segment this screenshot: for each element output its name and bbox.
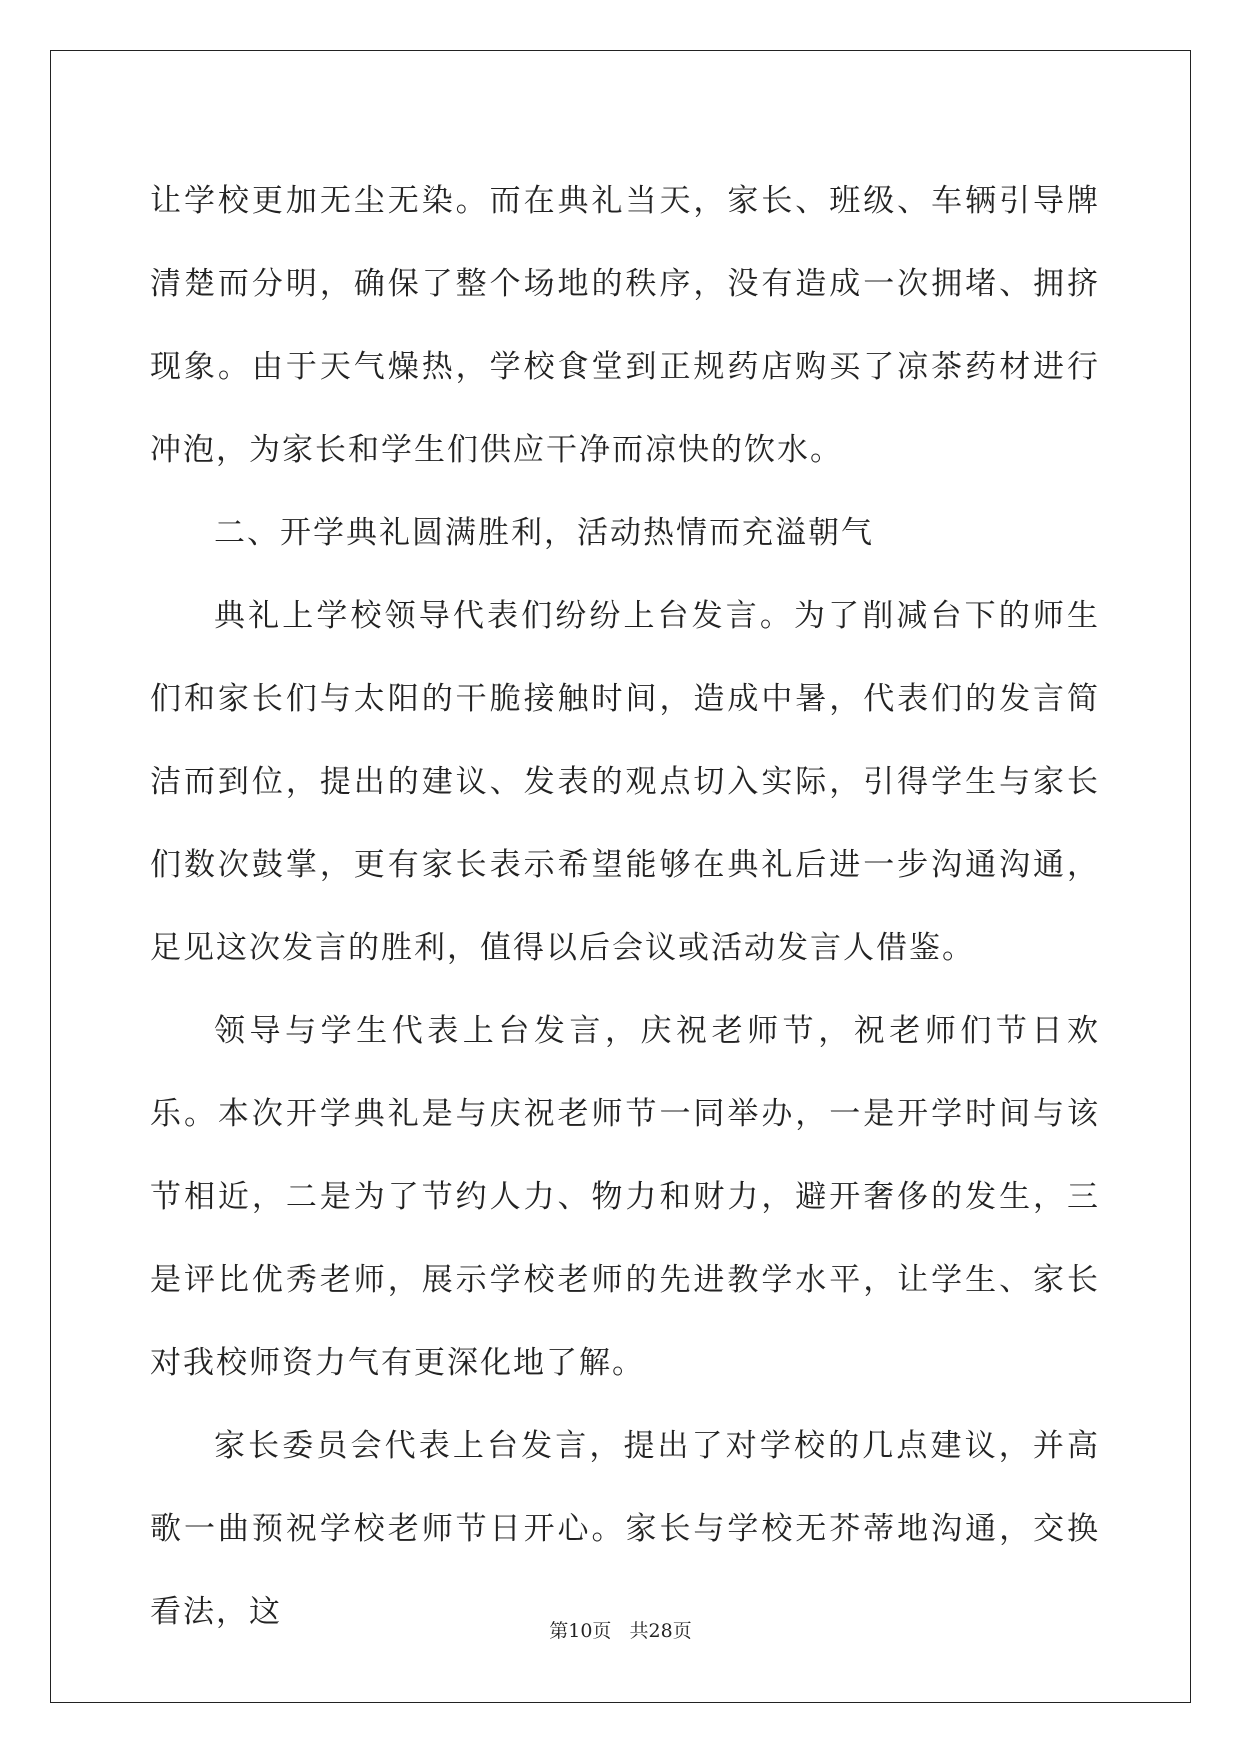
page-number-footer: 第10页 共28页 — [549, 1620, 692, 1642]
paragraph-3: 领导与学生代表上台发言，庆祝老师节，祝老师们节日欢乐。本次开学典礼是与庆祝老师节一同举办，一是开学时间与该节相近，二是为了节约人力、物力和财力，避开奢侈的发生，三是评比优秀老师，展示学校老师的先进教学水平，让学生、家长对我校师资力气有更深化地了解。 — [150, 1013, 1100, 1381]
paragraph-4: 家长委员会代表上台发言，提出了对学校的几点建议，并高歌一曲预祝学校老师节日开心。家长与学校无芥蒂地沟通，交换看法，这 — [150, 1428, 1100, 1630]
section-heading: 二、开学典礼圆满胜利，活动热情而充溢朝气 — [214, 515, 874, 551]
paragraph-2: 典礼上学校领导代表们纷纷上台发言。为了削减台下的师生们和家长们与太阳的干脆接触时间，造成中暑，代表们的发言简洁而到位，提出的建议、发表的观点切入实际，引得学生与家长们数次鼓掌，更有家长表示希望能够在典礼后进一步沟通沟通，足见这次发言的胜利，值得以后会议或活动发言人借鉴。 — [150, 598, 1100, 966]
document-body — [150, 160, 1100, 1654]
paragraph-1: 让学校更加无尘无染。而在典礼当天，家长、班级、车辆引导牌清楚而分明，确保了整个场地的秩序，没有造成一次拥堵、拥挤现象。由于天气燥热，学校食堂到正规药店购买了凉茶药材进行冲泡，为家长和学生们供应干净而凉快的饮水。 — [150, 183, 1100, 468]
